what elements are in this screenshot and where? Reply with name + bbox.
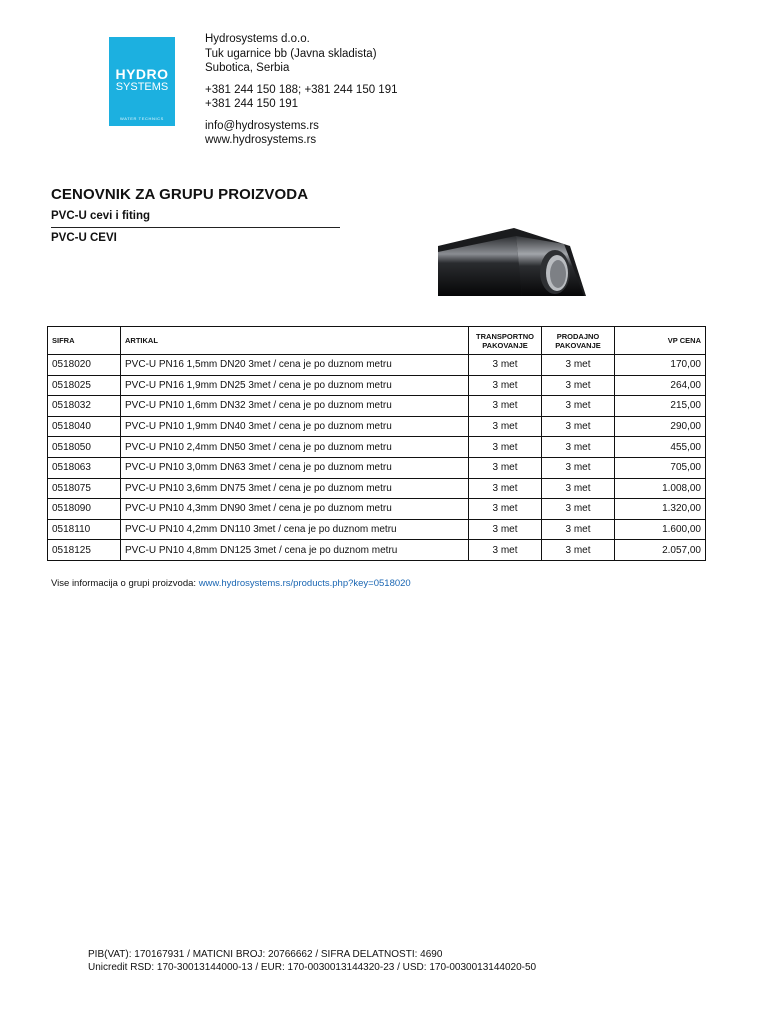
table-row [48, 396, 706, 417]
column-header-transportno-line-2: PAKOVANJE [482, 340, 528, 350]
cell-prodajno: 3 met [542, 355, 615, 376]
company-logo [109, 37, 175, 126]
company-name: Hydrosystems d.o.o. [205, 33, 310, 45]
cell-sifra: 0518020 [48, 355, 121, 376]
cell-sifra: 0518025 [48, 375, 121, 396]
company-address-line-2: Subotica, Serbia [205, 62, 290, 74]
cell-vp-cena: 1.600,00 [615, 519, 706, 540]
cell-sifra: 0518063 [48, 457, 121, 478]
cell-sifra: 0518125 [48, 540, 121, 561]
cell-vp-cena: 264,00 [615, 375, 706, 396]
price-list-table [47, 326, 706, 561]
table-header-row [48, 327, 706, 355]
column-header-prodajno-line-2: PAKOVANJE [555, 340, 601, 350]
cell-prodajno: 3 met [542, 478, 615, 499]
column-header-sifra: SIFRA [48, 327, 121, 355]
cell-artikal: PVC-U PN10 2,4mm DN50 3met / cena je po duznom metru [121, 437, 469, 458]
cell-prodajno: 3 met [542, 540, 615, 561]
table-row [48, 519, 706, 540]
cell-artikal: PVC-U PN10 4,2mm DN110 3met / cena je po duznom metru [121, 519, 469, 540]
cell-prodajno: 3 met [542, 416, 615, 437]
cell-artikal: PVC-U PN10 4,8mm DN125 3met / cena je po duznom metru [121, 540, 469, 561]
footer-registration-info: PIB(VAT): 170167931 / MATICNI BROJ: 20766662 / SIFRA DELATNOSTI: 4690 [88, 949, 443, 960]
cell-transportno: 3 met [469, 437, 542, 458]
page-subtitle: PVC-U cevi i fiting [51, 210, 151, 222]
logo-tagline: WATER TECHNICS [120, 116, 164, 121]
logo-text-hydro: HYDRO [115, 66, 169, 82]
cell-artikal: PVC-U PN16 1,5mm DN20 3met / cena je po duznom metru [121, 355, 469, 376]
cell-prodajno: 3 met [542, 519, 615, 540]
cell-artikal: PVC-U PN10 3,6mm DN75 3met / cena je po duznom metru [121, 478, 469, 499]
cell-transportno: 3 met [469, 355, 542, 376]
column-header-transportno [469, 327, 542, 355]
company-info [205, 32, 398, 148]
cell-vp-cena: 2.057,00 [615, 540, 706, 561]
company-website-link[interactable]: www.hydrosystems.rs [205, 134, 317, 146]
logo-text-systems: SYSTEMS [115, 81, 169, 93]
cell-artikal: PVC-U PN10 4,3mm DN90 3met / cena je po duznom metru [121, 499, 469, 520]
cell-vp-cena: 705,00 [615, 457, 706, 478]
footer-bank-accounts: Unicredit RSD: 170-30013144000-13 / EUR: 170-0030013144320-23 / USD: 170-0030013144020-50 [88, 962, 537, 973]
cell-transportno: 3 met [469, 416, 542, 437]
cell-artikal: PVC-U PN10 1,9mm DN40 3met / cena je po duznom metru [121, 416, 469, 437]
cell-sifra: 0518110 [48, 519, 121, 540]
cell-transportno: 3 met [469, 540, 542, 561]
table-row [48, 416, 706, 437]
table-row [48, 478, 706, 499]
cell-transportno: 3 met [469, 519, 542, 540]
more-info [51, 578, 411, 589]
column-header-artikal: ARTIKAL [121, 327, 469, 355]
cell-sifra: 0518032 [48, 396, 121, 417]
table-body [48, 355, 706, 561]
cell-artikal: PVC-U PN10 1,6mm DN32 3met / cena je po duznom metru [121, 396, 469, 417]
cell-vp-cena: 455,00 [615, 437, 706, 458]
cell-prodajno: 3 met [542, 457, 615, 478]
company-phone-2: +381 244 150 191 [205, 98, 299, 110]
cell-sifra: 0518040 [48, 416, 121, 437]
table-row [48, 499, 706, 520]
cell-transportno: 3 met [469, 478, 542, 499]
table-row [48, 457, 706, 478]
cell-prodajno: 3 met [542, 396, 615, 417]
cell-vp-cena: 170,00 [615, 355, 706, 376]
footer [88, 948, 536, 974]
heading-divider [51, 227, 340, 228]
cell-prodajno: 3 met [542, 499, 615, 520]
column-header-vp-cena: VP CENA [615, 327, 706, 355]
column-header-transportno-line-1: TRANSPORTNO [476, 331, 534, 341]
table-row [48, 540, 706, 561]
cell-transportno: 3 met [469, 396, 542, 417]
cell-artikal: PVC-U PN10 3,0mm DN63 3met / cena je po duznom metru [121, 457, 469, 478]
cell-transportno: 3 met [469, 375, 542, 396]
product-group-label: PVC-U CEVI [51, 232, 117, 244]
table-row [48, 375, 706, 396]
cell-sifra: 0518075 [48, 478, 121, 499]
cell-prodajno: 3 met [542, 437, 615, 458]
cell-vp-cena: 290,00 [615, 416, 706, 437]
table-row [48, 355, 706, 376]
cell-vp-cena: 1.320,00 [615, 499, 706, 520]
company-email-link[interactable]: info@hydrosystems.rs [205, 119, 319, 132]
company-address-line-1: Tuk ugarnice bb (Javna skladista) [205, 47, 377, 60]
cell-sifra: 0518050 [48, 437, 121, 458]
column-header-prodajno-line-1: PRODAJNO [556, 331, 600, 341]
table-row [48, 437, 706, 458]
more-info-label: Vise informacija o grupi proizvoda: [51, 578, 199, 589]
company-phone-1: +381 244 150 188; +381 244 150 191 [205, 83, 398, 96]
cell-prodajno: 3 met [542, 375, 615, 396]
cell-vp-cena: 215,00 [615, 396, 706, 417]
column-header-prodajno [542, 327, 615, 355]
product-group-link[interactable]: www.hydrosystems.rs/products.php?key=0518020 [198, 578, 411, 589]
cell-artikal: PVC-U PN16 1,9mm DN25 3met / cena je po duznom metru [121, 375, 469, 396]
cell-vp-cena: 1.008,00 [615, 478, 706, 499]
cell-sifra: 0518090 [48, 499, 121, 520]
pvc-pipe-photo [438, 222, 586, 296]
cell-transportno: 3 met [469, 499, 542, 520]
cell-transportno: 3 met [469, 457, 542, 478]
page-title: CENOVNIK ZA GRUPU PROIZVODA [51, 186, 309, 203]
